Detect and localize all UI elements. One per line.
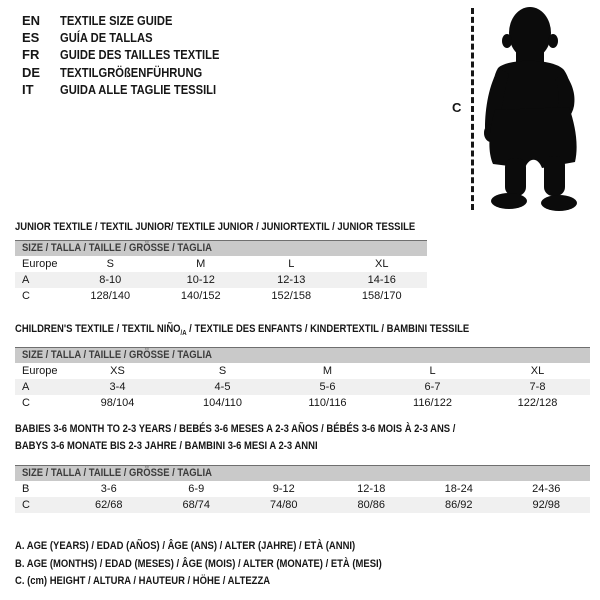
babies-size-table (15, 465, 590, 513)
footnote-b: B. AGE (MONTHS) / EDAD (MESES) / ÂGE (MOIS) / ALTER (MONATE) / ETÀ (MESI) (15, 557, 382, 570)
row-label: Europe (22, 365, 58, 377)
cell: S (106, 258, 114, 270)
cell: 104/110 (203, 397, 242, 409)
language-title: TEXTILGRÖßENFÜHRUNG (60, 64, 203, 80)
table-row (15, 272, 427, 288)
cell: 12-18 (357, 483, 386, 495)
table-row (15, 379, 590, 395)
language-title: GUIDA ALLE TAGLIE TESSILI (60, 81, 217, 97)
cell: 74/80 (269, 499, 298, 511)
cell: 9-12 (272, 483, 295, 495)
cell: 98/104 (100, 397, 135, 409)
cell: 86/92 (444, 499, 473, 511)
cell: 6-9 (188, 483, 205, 495)
cell: 152/158 (271, 290, 312, 302)
language-header (22, 12, 245, 98)
table-row (15, 363, 590, 379)
junior-table-title: JUNIOR TEXTILE / TEXTIL JUNIOR/ TEXTILE JUNIOR / JUNIORTEXTIL / JUNIOR TESSILE (15, 221, 416, 233)
cell: 6-7 (424, 381, 441, 393)
table-row (15, 395, 590, 411)
cell: XL (530, 365, 545, 377)
cell: 80/86 (357, 499, 386, 511)
cell: 128/140 (90, 290, 131, 302)
language-row (22, 81, 245, 98)
language-row (22, 64, 245, 81)
cell: 110/116 (308, 397, 347, 409)
row-label: C (22, 499, 30, 511)
cell: M (322, 365, 333, 377)
language-row (22, 46, 245, 63)
baby-silhouette-icon (478, 2, 600, 216)
row-label: Europe (22, 258, 58, 270)
cell: S (218, 365, 227, 377)
cell: 140/152 (180, 290, 221, 302)
size-header-bar: SIZE / TALLA / TAILLE / GRÖSSE / TAGLIA (15, 465, 590, 481)
cell: 3-4 (109, 381, 126, 393)
size-header-bar: SIZE / TALLA / TAILLE / GRÖSSE / TAGLIA (15, 240, 427, 256)
language-code: EN (22, 13, 41, 28)
cell: 18-24 (444, 483, 473, 495)
row-label: C (22, 397, 30, 409)
junior-size-table (15, 240, 427, 304)
cell: 10-12 (186, 274, 215, 286)
language-row (22, 12, 245, 29)
cell: 158/170 (361, 290, 402, 302)
cell: L (288, 258, 295, 270)
cell: 12-13 (277, 274, 306, 286)
footnotes (15, 538, 442, 591)
cell: M (196, 258, 206, 270)
cell: XS (110, 365, 125, 377)
language-title: GUÍA DE TALLAS (60, 30, 153, 46)
cell: 8-10 (99, 274, 122, 286)
size-header-bar: SIZE / TALLA / TAILLE / GRÖSSE / TAGLIA (15, 347, 590, 363)
language-code: IT (22, 81, 34, 97)
cell: 5-6 (319, 381, 336, 393)
cell: 14-16 (367, 274, 396, 286)
cell: XL (375, 258, 389, 270)
cell: 7-8 (529, 381, 546, 393)
language-code: FR (22, 47, 40, 63)
cell: 3-6 (100, 483, 117, 495)
row-label: A (22, 381, 30, 393)
table-row (15, 256, 427, 272)
row-label: A (22, 274, 30, 286)
language-title: GUIDE DES TAILLES TEXTILE (60, 47, 220, 63)
footnote-a: A. AGE (YEARS) / EDAD (AÑOS) / ÂGE (ANS) / ALTER (JAHRE) / ETÀ (ANNI) (15, 540, 356, 552)
cell: L (429, 365, 436, 377)
height-measure-label: C (452, 100, 462, 115)
cell: 116/122 (413, 397, 452, 409)
language-code: ES (22, 30, 40, 46)
children-size-table (15, 347, 590, 411)
table-row (15, 288, 427, 304)
babies-table-title: BABIES 3-6 MONTH TO 2-3 YEARS / BEBÉS 3-6 MESES A 2-3 AÑOS / BÉBÉS 3-6 MOIS À 2-3 ANS / BABYS 3-6 MONATE BIS 2-3 JAHRE / BAMBINI 3-6 MESI A 2-3 ANNI (15, 423, 456, 452)
cell: 122/128 (517, 397, 558, 409)
children-table-title: CHILDREN'S TEXTILE / TEXTIL $NIÑO_{/A}$ / TEXTILE DES ENFANTS / KINDERTEXTIL / BAMBINI TESSILE (15, 323, 470, 338)
cell: 62/68 (94, 499, 123, 511)
language-code: DE (22, 64, 41, 80)
row-label: C (22, 290, 30, 302)
language-title: TEXTILE SIZE GUIDE (60, 13, 173, 28)
cell: 4-5 (214, 381, 231, 393)
footnote-c: C. (cm) HEIGHT / ALTURA / HAUTEUR / HÖHE / ALTEZZA (15, 575, 271, 587)
height-measure-dashed-line (471, 8, 474, 210)
cell: 68/74 (182, 499, 211, 511)
table-row (15, 497, 590, 513)
cell: 24-36 (532, 483, 561, 495)
cell: 92/98 (532, 499, 561, 511)
row-label: B (22, 483, 30, 495)
language-row (22, 29, 245, 46)
table-row (15, 481, 590, 497)
